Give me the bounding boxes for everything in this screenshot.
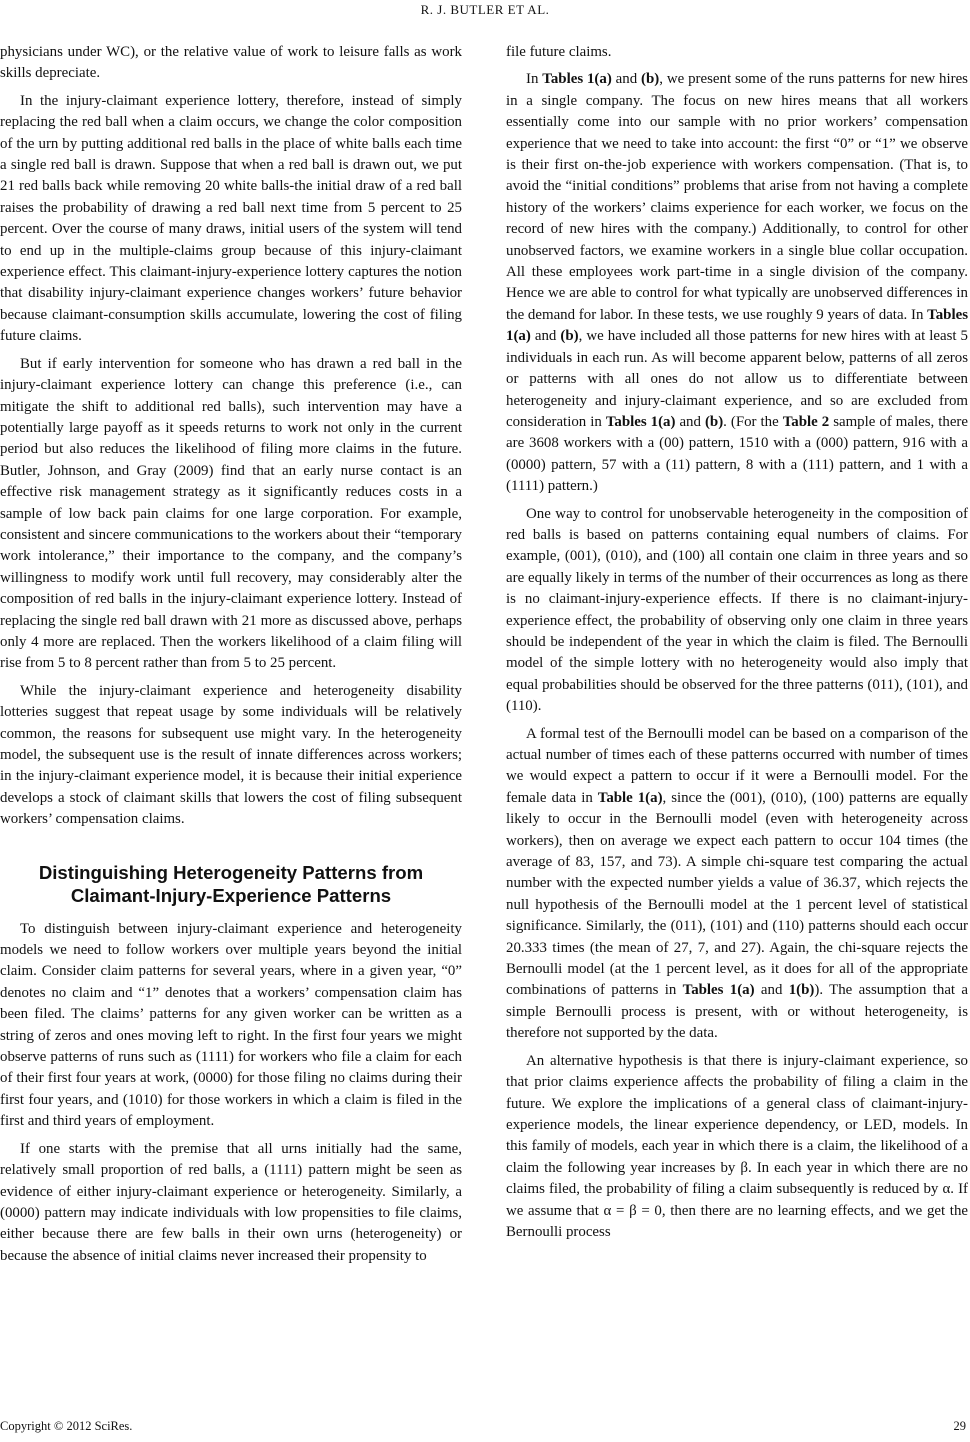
page-number: 29 (953, 1419, 966, 1433)
paragraph: One way to control for unobservable heterogeneity in the composition of red balls is based on patterns containing equal numbers of claims. For example, (001), (010), and (100) all contain one claim in three years and so are equally likely in terms of the number of their occurrences as long as there is no claimant-injury-experience effects. If there is no claimant-injury-experience effect, the probability of observing only one claim in three years should be independent of the year in which the claim is filed. The Bernoulli model of the simple lottery with no heterogeneity would also imply that equal probabilities should be observed for the three patterns (011), (101), and (110). (506, 505, 968, 715)
table-ref: Tables 1(a) (506, 306, 968, 345)
table-ref: Tables 1(a) (542, 71, 612, 88)
table-ref: Tables 1(a) (605, 413, 676, 430)
copyright-notice: Copyright © 2012 SciRes. (0, 1419, 133, 1433)
paragraph: If one starts with the premise that all urns initially had the same, relatively small proportion of red balls, a (1111) pattern might be seen as evidence of either injury-claimant experience or heterogeneity. Similarly, a (0000) pattern may indicate individuals with low propensities to file claims, either because there are few balls in their own urns (heterogeneity) or because the absence of initial claims never increased their propensity to (0, 1140, 462, 1264)
paragraph: In Tables 1(a) and (b), we present some of the runs patterns for new hires in a single company. The focus on new hires means that all workers essentially come into our sample with no prior workers’ compensation experience that we need to take into account: the first “0” or “1” we observe is their first on-the-job experience with workers compensation. (That is, to avoid the “initial conditions” problems that arise from not having a complete history of the workers’ claims experience for each worker, we focus on the record of new hires with the company.) Additionally, to control for other unobserved factors, we examine workers in a single blue collar occupation. All these employees work part-time in a single division of the company. Hence we are able to control for what typically are unobserved differences in the demand for labor. In these tests, we use roughly 9 years of data. In Tables 1(a) and (b), we have included all those patterns for new hires with at least 5 individuals in each run. As will become apparent below, patterns of all zeros or patterns with all ones do not allow us to differentiate between heterogeneity and injury-claimant experience, and so are excluded from consideration in Tables 1(a) and (b). (For the Table 2 sample of males, there are 3608 workers with a (00) pattern, 1510 with a (000) pattern, 916 with a (0000) pattern, 57 with a (11) pattern, 8 with a (111) pattern, and 1 with a (1111) pattern.) (506, 71, 968, 495)
table-ref: Table 1(a) (597, 789, 663, 806)
paragraph: To distinguish between injury-claimant experience and heterogeneity models we need to follow workers over multiple years beyond the initial claim. Consider claim patterns for several years, where in a given year, “0” denotes no claim and “1” denotes that a workers’ compensation claim has been filed. The claims’ patterns for any given worker can be written as a string of zeros and ones moving left to right. In the first four years we might observe patterns of runs such as (1111) for workers who file a claim for each of their first four years at work, (0000) for those filing no claims during their first four years, and (1010) for those workers in which a claim is filed in the first and third years of employment. (0, 920, 462, 1130)
paragraph: physicians under WC), or the relative value of work to leisure falls as work skills depreciate. (0, 44, 462, 82)
paragraph: An alternative hypothesis is that there is injury-claimant experience, so that prior claims experience affects the probability of filing a claim in the future. We explore the implications of a general class of claimant-injury-experience models, the linear experience dependency, or LED, models. In this family of models, each year in which there is a claim, the likelihood of a claim the following year increases by β. In each year in which there are no claims filed, the probability of filing a claim subsequently is reduced by α. If we assume that α = β = 0, then there are no learning effects, and we get the Bernoulli process (506, 1052, 968, 1240)
paragraph: A formal test of the Bernoulli model can be based on a comparison of the actual number of times each of these patterns occurred with number of times we would expect a pattern to occur if it were a Bernoulli model. For the female data in Table 1(a), since the (001), (010), (100) patterns are equally likely to occur in the Bernoulli model (even with heterogeneity across workers), then on average we expect each pattern to occur 104 times (the average of 83, 157, and 73). A simple chi-square test comparing the actual number with the expected number yields a value of 36.37, which rejects the null hypothesis of the Bernoulli model at the 1 percent level of statistical significance. Similarly, the (011), (101) and (110) patterns should each occur 20.333 times (the mean of 27, 7, and 27). Again, the chi-square rejects the Bernoulli model (at the 1 percent level, as it does for all of the appropriate combinations of patterns in Tables 1(a) and 1(b)). The assumption that a simple Bernoulli process is present, with or without heterogeneity, is therefore not supported by the data. (506, 725, 968, 1042)
left-column (0, 42, 462, 1273)
section-heading-line2: Claimant-Injury-Experience Patterns (70, 884, 392, 906)
right-column (506, 42, 968, 1249)
table-ref: (b) (641, 71, 660, 88)
table-ref: 1(b) (788, 982, 815, 999)
table-ref: Table 2 (782, 413, 830, 430)
paragraph: In the injury-claimant experience lottery, therefore, instead of simply replacing the red ball when a claim occurs, we change the color composition of the urn by putting additional red balls in the place of white balls each time a single red ball is drawn. Suppose that when a red ball is drawn out, we put 21 red balls back while removing 20 white balls-the initial draw of a red ball raises the probability of drawing a red ball next time from 5 percent to 25 percent. Over the course of many draws, initial users of the system will tend to end up in the multiple-claims group because of this injury-claimant experience effect. This claimant-injury-experience lottery captures the notion that disability injury-claimant experience changes workers’ future behavior because claimant-consumption skills accumulate, lowering the cost of filing future claims. (0, 92, 462, 345)
paragraph: file future claims. (506, 44, 612, 60)
section-heading-line1: Distinguishing Heterogeneity Patterns from (38, 861, 424, 883)
section-heading (0, 861, 462, 907)
table-ref: Tables 1(a) (682, 982, 755, 999)
running-head: R. J. BUTLER ET AL. (420, 2, 550, 17)
table-ref: (b) (704, 413, 724, 430)
paragraph: But if early intervention for someone who has drawn a red ball in the injury-claimant experience lottery can change this preference (i.e., can mitigate the shift to additional red balls), such intervention may have a potentially large payoff as it speeds returns to work not only in the current period but also reduces the likelihood of filing more claims in the future. Butler, Johnson, and Gray (2009) find that an early nurse contact is an effective risk management strategy as it significantly reduces costs in a sample of low back pain claims for one large corporation. For example, consistent and sincere communications to the workers about their “temporary work intolerance,” their importance to the company, and the company’s willingness to modify work until full recovery, may considerably alter the composition of red balls in the injury-claimant experience lottery. Instead of replacing the single red ball drawn with 21 more as discussed above, perhaps only 4 more are replaced. Then the workers likelihood of a claim filing will rise from 5 to 8 percent rather than from 5 to 25 percent. (0, 355, 462, 672)
table-ref: (b) (560, 328, 579, 345)
paragraph: While the injury-claimant experience and heterogeneity disability lotteries suggest that repeat usage by some individuals will be relatively common, the reasons for subsequent use might vary. In the heterogeneity model, the subsequent use is the result of innate differences across workers; in the injury-claimant experience model, it is because their initial experience develops a stock of claimant skills that lowers the cost of filing subsequent workers’ compensation claims. (0, 682, 462, 828)
